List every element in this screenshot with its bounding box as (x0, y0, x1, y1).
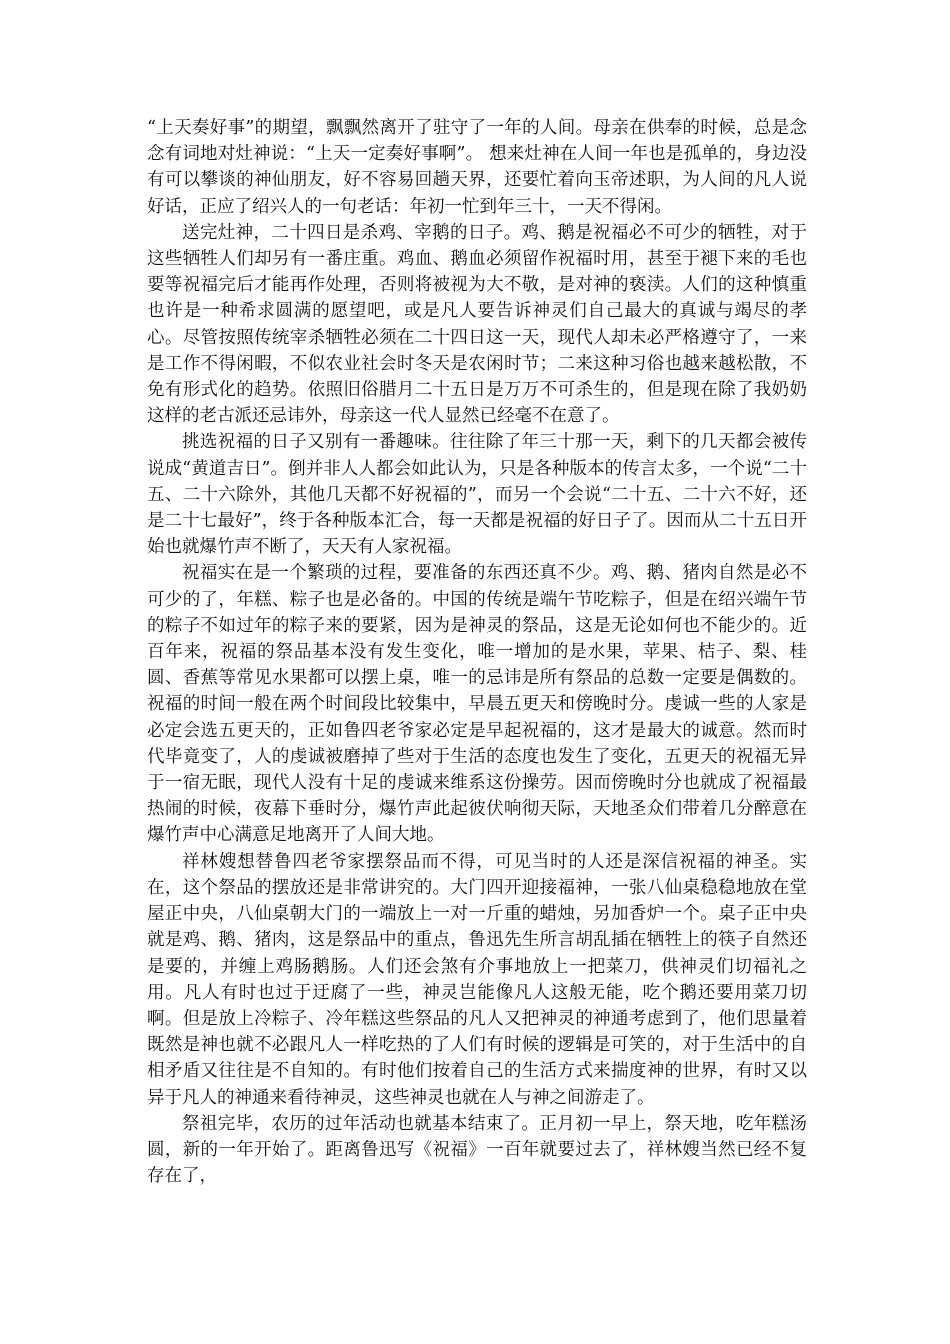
paragraph-3: 挑选祝福的日子又别有一番趣味。往往除了年三十那一天，剩下的几天都会被传说成“黄道吉日”。倒并非人人都会如此认为，只是各种版本的传言太多，一个说“二十五、二十六除外，其他几天都不好祝福的”，而另一个会说“二十五、二十六不好，还是二十七最好”，终于各种版本汇合，每一天都是祝福的好日子了。因而从二十五日开始也就爆竹声不断了，天天有人家祝福。 (147, 432, 807, 558)
paragraph-6: 祭祖完毕，农历的过年活动也就基本结束了。正月初一早上，祭天地，吃年糕汤圆，新的一年开始了。距离鲁迅写《祝福》一百年就要过去了，祥林嫂当然已经不复存在了， (147, 1113, 807, 1187)
paragraph-5: 祥林嫂想替鲁四老爷家摆祭品而不得，可见当时的人还是深信祝福的神圣。实在，这个祭品的摆放还是非常讲究的。大门四开迎接福神，一张八仙桌稳稳地放在堂屋正中央，八仙桌朝大门的一端放上一对一斤重的蜡烛，另加香炉一个。桌子正中央就是鸡、鹅、猪肉，这是祭品中的重点，鲁迅先生所言胡乱插在牺牲上的筷子自然还是要的，并缠上鸡肠鹅肠。人们还会煞有介事地放上一把菜刀，供神灵们切福礼之用。凡人有时也过于迂腐了一些，神灵岂能像凡人这般无能，吃个鹅还要用菜刀切啊。但是放上冷粽子、冷年糕这些祭品的凡人又把神灵的神通考虑到了，他们思量着既然是神也就不必跟凡人一样吃热的了人们有时候的逻辑是可笑的，对于生活中的自相矛盾又往往是不自知的。有时他们按着自己的生活方式来揣度神的世界，有时又以异于凡人的神通来看待神灵，这些神灵也就在人与神之间游走了。 (147, 851, 807, 1108)
paragraph-1: “上天奏好事”的期望，飘飘然离开了驻守了一年的人间。母亲在供奉的时候，总是念念有词地对灶神说：“上天一定奏好事啊”。 想来灶神在人间一年也是孤单的，身边没有可以攀谈的神仙朋友，好不容易回趟天界，还要忙着向玉帝述职，为人间的凡人说好话，正应了绍兴人的一句老话：年初一忙到年三十，一天不得闲。 (147, 118, 807, 217)
paragraph-2: 送完灶神，二十四日是杀鸡、宰鹅的日子。鸡、鹅是祝福必不可少的牺牲，对于这些牺牲人们却另有一番庄重。鸡血、鹅血必须留作祝福时用，甚至于褪下来的毛也要等祝福完后才能再作处理，否则将被视为大不敬，是对神的亵渎。人们的这种慎重也许是一种希求圆满的愿望吧，或是凡人要告诉神灵们自己最大的真诚与竭尽的孝心。尽管按照传统宰杀牺牲必须在二十四日这一天，现代人却未必严格遵守了，一来是工作不得闲暇，不似农业社会时冬天是农闲时节；二来这种习俗也越来越松散，不免有形式化的趋势。依照旧俗腊月二十五日是万万不可杀生的，但是现在除了我奶奶这样的老古派还忌讳外，母亲这一代人显然已经毫不在意了。 (147, 222, 807, 427)
paragraph-4: 祝福实在是一个繁琐的过程，要准备的东西还真不少。鸡、鹅、猪肉自然是必不可少的了，年糕、粽子也是必备的。中国的传统是端午节吃粽子，但是在绍兴端午节的粽子不如过年的粽子来的要紧，因为是神灵的祭品，这是无论如何也不能少的。近百年来，祝福的祭品基本没有发生变化，唯一增加的是水果，苹果、桔子、梨、桂圆、香蕉等常见水果都可以摆上桌，唯一的忌讳是所有祭品的总数一定要是偶数的。祝福的时间一般在两个时间段比较集中，早晨五更天和傍晚时分。虔诚一些的人家是必定会选五更天的，正如鲁四老爷家必定是早起祝福的，这才是最大的诚意。然而时代毕竟变了，人的虔诚被磨掉了些对于生活的态度也发生了变化，五更天的祝福无异于一宿无眠，现代人没有十足的虔诚来维系这份操劳。因而傍晚时分也就成了祝福最热闹的时候，夜幕下垂时分，爆竹声此起彼伏响彻天际，天地圣众们带着几分醉意在爆竹声中心满意足地离开了人间大地。 (147, 563, 807, 846)
document-body (147, 115, 807, 1189)
